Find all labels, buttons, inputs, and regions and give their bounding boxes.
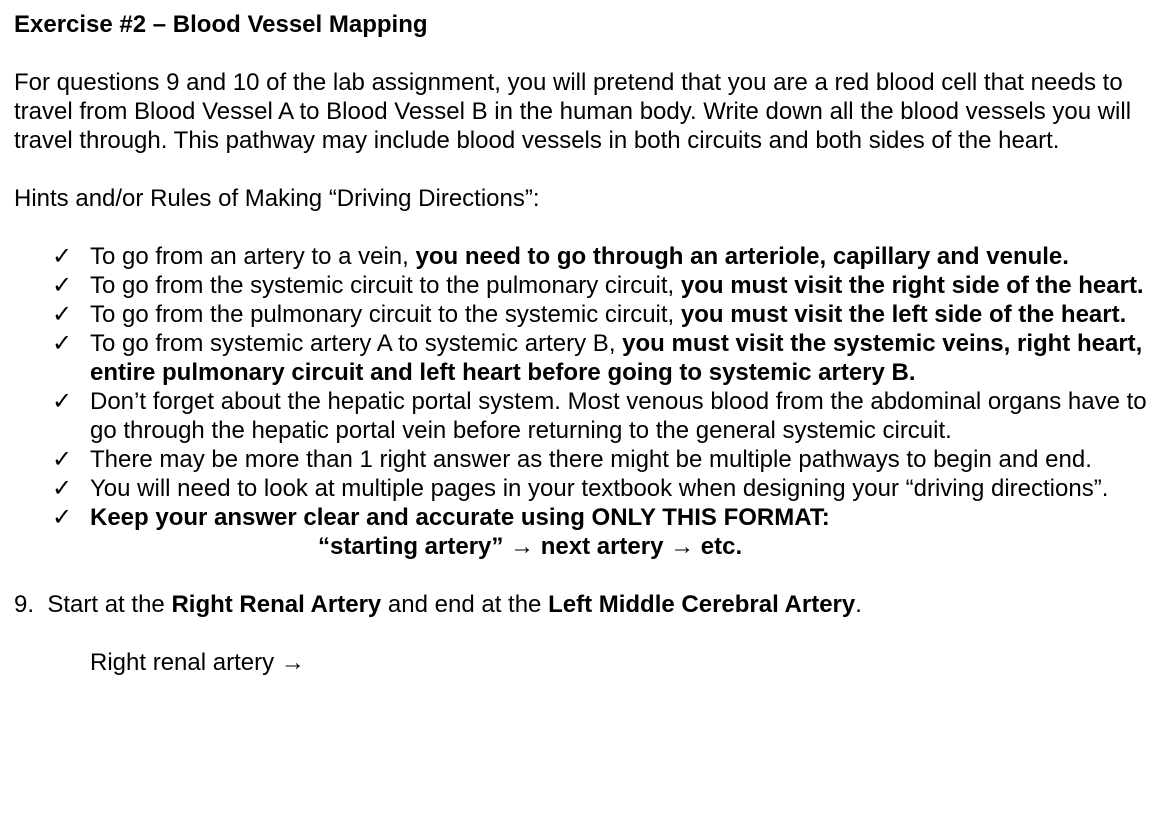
hint-text: To go from an artery to a vein, <box>90 243 416 270</box>
hint-bold-text: you must visit the systemic veins, right heart, entire pulmonary circuit and left heart before going to systemic artery B. <box>90 330 1143 386</box>
spacer <box>14 561 1164 590</box>
spacer <box>14 155 1164 184</box>
checkmark-icon: ✓ <box>52 272 73 299</box>
question-9 <box>14 590 1164 619</box>
hint-text: There may be more than 1 right answer as there might be multiple pathways to begin and end. <box>90 446 1092 473</box>
question-prefix: Start at the <box>47 591 172 618</box>
hint-item <box>14 387 1164 445</box>
checkmark-icon: ✓ <box>52 330 73 357</box>
spacer <box>14 213 1164 242</box>
hint-item <box>14 300 1164 329</box>
question-number: 9. <box>14 591 35 618</box>
hints-heading: Hints and/or Rules of Making “Driving Directions”: <box>14 185 540 212</box>
hint-text: Don’t forget about the hepatic portal system. Most venous blood from the abdominal organs have to go through the hepatic portal vein before returning to the general systemic circuit. <box>90 388 1147 444</box>
spacer <box>14 619 1164 648</box>
hint-item <box>14 242 1164 271</box>
checkmark-icon: ✓ <box>52 475 73 502</box>
format-hint-text: Keep your answer clear and accurate using ONLY THIS FORMAT: <box>90 504 830 531</box>
hint-text: To go from the systemic circuit to the pulmonary circuit, <box>90 272 681 299</box>
spacer <box>14 39 1164 68</box>
hint-item <box>14 329 1164 387</box>
hints-list <box>14 242 1164 561</box>
question-middle: and end at the <box>381 591 549 618</box>
format-hint-item <box>14 503 1164 561</box>
document-page <box>14 10 1164 677</box>
question-end-vessel: Left Middle Cerebral Artery <box>548 591 856 618</box>
hint-bold-text: you must visit the right side of the heart. <box>680 272 1144 299</box>
exercise-title: Exercise #2 – Blood Vessel Mapping <box>14 11 428 38</box>
hint-item <box>14 474 1164 503</box>
checkmark-icon: ✓ <box>52 388 73 415</box>
format-example: “starting artery” → next artery → etc. <box>318 533 743 560</box>
intro-paragraph: For questions 9 and 10 of the lab assignment, you will pretend that you are a red blood cell that needs to travel from Blood Vessel A to Blood Vessel B in the human body. Write down all the blood vessels you will travel through. This pathway may include blood vessels in both circuits and both sides of the heart. <box>14 69 1132 154</box>
hint-bold-text: you must visit the left side of the heart. <box>680 301 1127 328</box>
hint-item <box>14 445 1164 474</box>
hint-bold-text: you need to go through an arteriole, capillary and venule. <box>415 243 1069 270</box>
checkmark-icon: ✓ <box>52 301 73 328</box>
checkmark-icon: ✓ <box>52 446 73 473</box>
question-suffix: . <box>855 591 862 618</box>
hint-item <box>14 271 1164 300</box>
hint-text: To go from systemic artery A to systemic artery B, <box>90 330 623 357</box>
checkmark-icon: ✓ <box>52 243 73 270</box>
hint-text: You will need to look at multiple pages in your textbook when designing your “driving directions”. <box>90 475 1109 502</box>
hint-text: To go from the pulmonary circuit to the systemic circuit, <box>90 301 681 328</box>
answer-start-line: Right renal artery → <box>90 649 305 676</box>
question-start-vessel: Right Renal Artery <box>171 591 382 618</box>
checkmark-icon: ✓ <box>52 504 73 531</box>
